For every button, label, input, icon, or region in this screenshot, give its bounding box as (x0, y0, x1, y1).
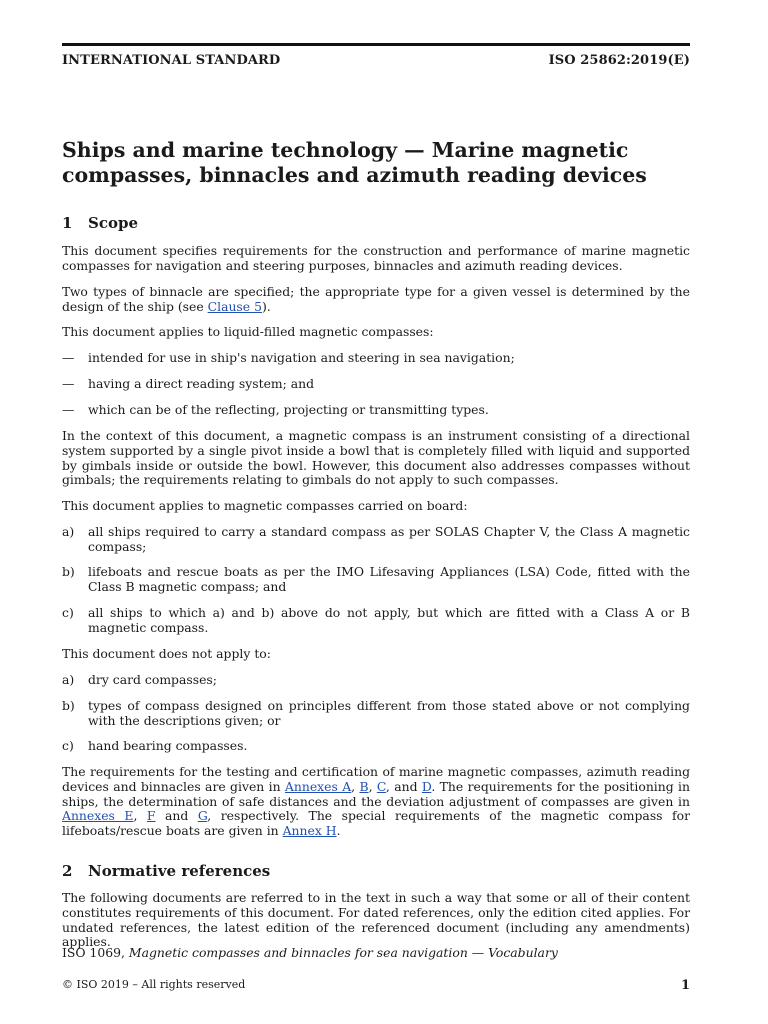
document-title (62, 138, 690, 188)
dash-marker: — (62, 376, 75, 391)
text: . (336, 823, 341, 839)
paragraph (62, 765, 690, 839)
list-item-text: dry card compasses; (88, 672, 217, 687)
paragraph: This document does not apply to: (62, 646, 271, 661)
text: , (351, 778, 360, 794)
text: and (155, 808, 198, 824)
standard-number: ISO 25862:2019(E) (548, 53, 690, 68)
normative-paragraph (62, 891, 690, 950)
title-line-2: compasses, binnacles and azimuth reading devices (62, 163, 647, 187)
text: . The requirements for the positioning in ships, the determination of safe distances and the deviation adjustment of compasses are given in (62, 778, 690, 809)
text: , and (385, 778, 422, 794)
scope-paragraph-6 (62, 647, 690, 662)
text: , (133, 808, 147, 824)
paragraph: This document applies to liquid-filled magnetic compasses: (62, 324, 434, 339)
list-item-text: types of compass designed on principles different from those stated above or not complying with the descriptions given; or (88, 698, 690, 728)
list-item-text: hand bearing compasses. (88, 738, 248, 753)
section-2-heading (62, 862, 270, 880)
page-footer (62, 978, 690, 993)
text: Two types of binnacle are specified; the appropriate type for a given vessel is determined by the design of the ship (see (62, 284, 690, 314)
annex-h-link[interactable]: Annex H (282, 823, 337, 839)
text: ). (261, 298, 271, 314)
excluded-list-item (62, 699, 690, 729)
list-marker: a) (62, 672, 75, 687)
list-marker: b) (62, 564, 75, 579)
dash-marker: — (62, 350, 75, 365)
annex-c-link[interactable]: C (376, 778, 386, 794)
copyright-notice: © ISO 2019 – All rights reserved (62, 978, 246, 991)
dash-list-item (62, 377, 690, 392)
text: The requirements for the testing and certification of marine magnetic compasses, azimuth reading devices and binnacles are given in (62, 764, 690, 794)
excluded-list-item (62, 673, 690, 688)
standard-type-label: INTERNATIONAL STANDARD (62, 53, 281, 68)
scope-paragraph-5 (62, 499, 690, 514)
clause-5-link[interactable]: Clause 5 (207, 298, 262, 314)
section-number: 2 (62, 862, 73, 880)
annex-d-link[interactable]: D (421, 778, 432, 794)
list-marker: c) (62, 605, 74, 620)
scope-paragraph-3 (62, 325, 690, 340)
section-title: Normative references (88, 862, 271, 880)
reference (62, 946, 690, 961)
list-marker: c) (62, 738, 74, 753)
scope-paragraph-2 (62, 285, 690, 315)
section-number: 1 (62, 214, 73, 232)
scope-paragraph-4 (62, 429, 690, 488)
annex-e-link[interactable]: Annexes E (62, 808, 134, 824)
normative-reference-entry (62, 946, 690, 961)
list-item-text: having a direct reading system; and (88, 376, 315, 391)
list-marker: b) (62, 698, 75, 713)
scope-paragraph-7 (62, 765, 690, 839)
applies-list-item (62, 606, 690, 636)
paragraph: This document applies to magnetic compasses carried on board: (62, 498, 468, 513)
section-title: Scope (88, 214, 139, 232)
text: , (368, 778, 377, 794)
dash-list-item (62, 351, 690, 366)
reference-title: Magnetic compasses and binnacles for sea navigation — Vocabulary (128, 945, 558, 960)
list-item-text: lifeboats and rescue boats as per the IMO Lifesaving Appliances (LSA) Code, fitted with the Class B magnetic compass; and (88, 564, 690, 594)
page-header (62, 43, 690, 68)
scope-paragraph-1 (62, 244, 690, 274)
list-item-text: all ships required to carry a standard compass as per SOLAS Chapter V, the Class A magnetic compass; (88, 524, 690, 554)
text: , respectively. The special requirements of the magnetic compass for lifeboats/rescue boats are given in (62, 808, 690, 839)
annex-g-link[interactable]: G (197, 808, 208, 824)
list-marker: a) (62, 524, 75, 539)
annex-a-link[interactable]: Annexes A (284, 778, 352, 794)
dash-list-item (62, 403, 690, 418)
annex-b-link[interactable]: B (359, 778, 369, 794)
list-item-text: which can be of the reflecting, projecting or transmitting types. (88, 402, 489, 417)
paragraph: The following documents are referred to in the text in such a way that some or all of their content constitutes requirements of this document. For dated references, only the edition cited applies. For undated references, the latest edition of the referenced document (including any amendments) applies. (62, 890, 690, 950)
annex-f-link[interactable]: F (146, 808, 156, 824)
list-item-text: intended for use in ship's navigation and steering in sea navigation; (88, 350, 515, 365)
paragraph: In the context of this document, a magnetic compass is an instrument consisting of a directional system supported by a single pivot inside a bowl that is completely filled with liquid and supported by gimbals inside or outside the bowl. However, this document also addresses compasses without gimbals; the requirements relating to gimbals do not apply to such compasses. (62, 428, 690, 488)
page-number: 1 (680, 978, 690, 993)
paragraph (62, 285, 690, 315)
list-item-text: all ships to which a) and b) above do not apply, but which are fitted with a Class A or B magnetic compass. (88, 605, 690, 635)
reference-id: ISO 1069, (62, 945, 129, 960)
paragraph: This document specifies requirements for the construction and performance of marine magnetic compasses for navigation and steering purposes, binnacles and azimuth reading devices. (62, 243, 690, 273)
title-line-1: Ships and marine technology — Marine magnetic (62, 138, 629, 162)
applies-list-item (62, 565, 690, 595)
section-1-heading (62, 214, 138, 232)
dash-marker: — (62, 402, 75, 417)
excluded-list-item (62, 739, 690, 754)
applies-list-item (62, 525, 690, 555)
